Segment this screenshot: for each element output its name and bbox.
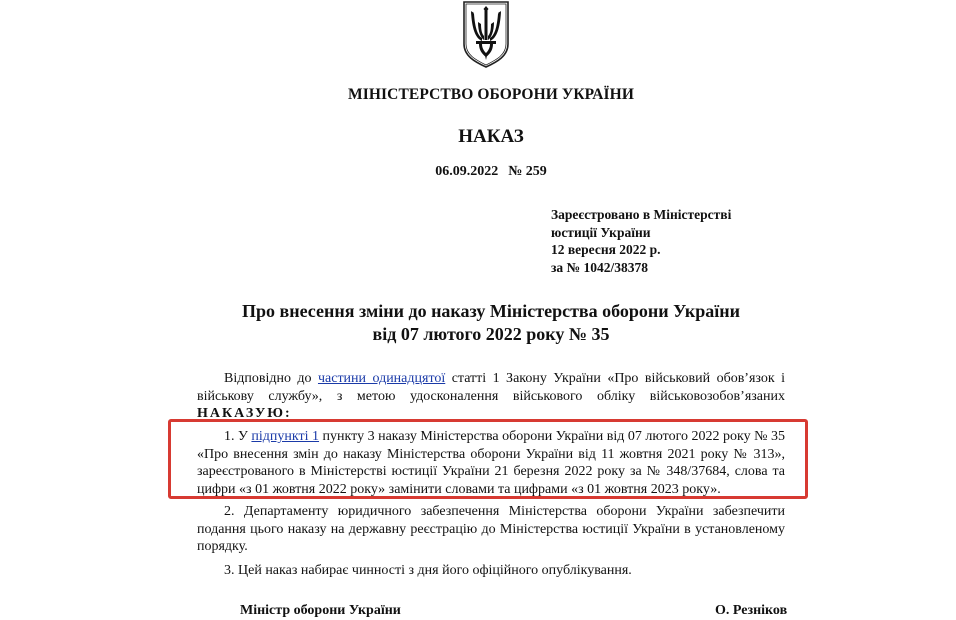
law-part-link[interactable]: частини одинадцятої xyxy=(317,371,446,386)
paragraph-2: 2. Департаменту юридичного забезпечення Міністерства оборони України забезпечити подання цього наказу на державну реєстрацію до Міністерства юстиції України в установленому порядку. xyxy=(197,504,785,554)
subparagraph-link[interactable]: підпункті 1 xyxy=(251,429,320,444)
order-date-number xyxy=(0,164,956,180)
nakazuyu-label: НАКАЗУЮ: xyxy=(197,406,292,421)
registration-line: юстиції України xyxy=(551,224,651,240)
signatory-position: Міністр оборони України xyxy=(240,603,401,618)
document-title xyxy=(0,300,956,346)
registration-line: Зареєстровано в Міністерстві xyxy=(551,207,732,222)
document-title-line: від 07 лютого 2022 року № 35 xyxy=(372,324,610,344)
paragraph-3: 3. Цей наказ набирає чинності з дня його офіційного опублікування. xyxy=(224,563,632,578)
order-number: № 259 xyxy=(508,164,547,179)
trident-coat-of-arms-icon xyxy=(461,0,511,68)
paragraph-1: 1. У підпункті 1 пункту 3 наказу Міністерства оборони України від 07 лютого 2022 року № 35 «Про внесення змін до наказу Міністерства оборони України від 11 жовтня 2021 року № 313», зареєстрованого в Міністерстві юстиції України 21 березня 2022 року за № 348/37684, слова та цифри «з 01 жовтня 2022 року» замінити словами та цифрами «з 01 жовтня 2023 року». xyxy=(197,429,785,497)
signatory-name: О. Резніков xyxy=(715,603,788,618)
registration-line: за № 1042/38378 xyxy=(551,259,648,275)
order-type-heading: НАКАЗ xyxy=(458,126,524,147)
document-title-line: Про внесення зміни до наказу Міністерства оборони України xyxy=(241,301,741,321)
ministry-name: МІНІСТЕРСТВО ОБОРОНИ УКРАЇНИ xyxy=(348,86,634,103)
order-date: 06.09.2022 xyxy=(435,164,499,179)
registration-line: 12 вересня 2022 р. xyxy=(551,242,661,257)
preamble-paragraph: Відповідно до частини одинадцятої статті 1 Закону України «Про військовий обов’язок і військову службу», з метою удосконалення військового обліку військовозобов’язаних НАКАЗУЮ: xyxy=(197,371,785,421)
registration-stamp xyxy=(551,206,811,276)
